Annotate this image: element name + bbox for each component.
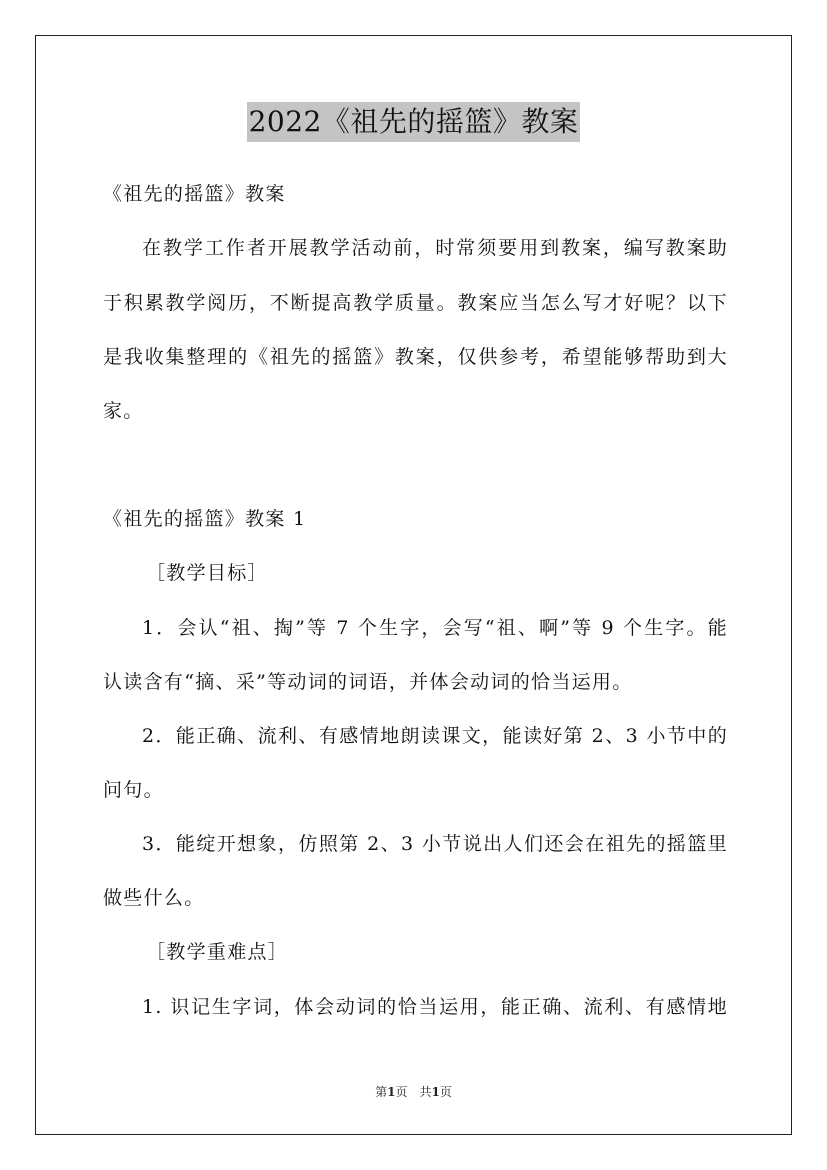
intro-line-3: 是我收集整理的《祖先的摇篮》教案，仅供参考，希望能够帮助到大 [103, 346, 728, 368]
document-title: 2022《祖先的摇篮》教案 [247, 102, 581, 142]
objective-line-2: 认读含有“摘、采”等动词的词语，并体会动词的恰当运用。 [103, 671, 633, 693]
objective-line-5: 3．能绽开想象，仿照第 2、3 小节说出人们还会在祖先的摇篮里 [142, 833, 728, 855]
footer-page-total: 1 [431, 1085, 440, 1099]
page-footer [0, 1084, 827, 1100]
footer-page-mid: 页 共 [395, 1085, 432, 1099]
intro-line-2: 于积累教学阅历，不断提高教学质量。教案应当怎么写才好呢？以下 [103, 292, 728, 314]
objective-line-4: 问句。 [103, 779, 164, 801]
difficulty-line-1: 1. 识记生字词，体会动词的恰当运用，能正确、流利、有感情地 [142, 996, 728, 1018]
title-wrapper [0, 102, 827, 142]
subtitle: 《祖先的摇篮》教案 [103, 183, 286, 205]
footer-page-number: 1 [387, 1085, 396, 1099]
difficulty-heading: ［教学重难点］ [146, 941, 289, 963]
objective-line-3: 2．能正确、流利、有感情地朗读课文，能读好第 2、3 小节中的 [142, 725, 728, 747]
footer-page-prefix: 第 [375, 1085, 388, 1099]
objective-line-1: 1．会认“祖、掏”等 7 个生字，会写“祖、啊”等 9 个生字。能 [142, 617, 728, 639]
footer-page-suffix: 页 [439, 1085, 452, 1099]
objective-line-6: 做些什么。 [103, 887, 205, 909]
intro-line-4: 家。 [103, 400, 144, 422]
objectives-heading: ［教学目标］ [146, 562, 268, 584]
intro-line-1: 在教学工作者开展教学活动前，时常须要用到教案，编写教案助 [142, 237, 728, 259]
section1-heading: 《祖先的摇篮》教案 1 [103, 508, 307, 530]
